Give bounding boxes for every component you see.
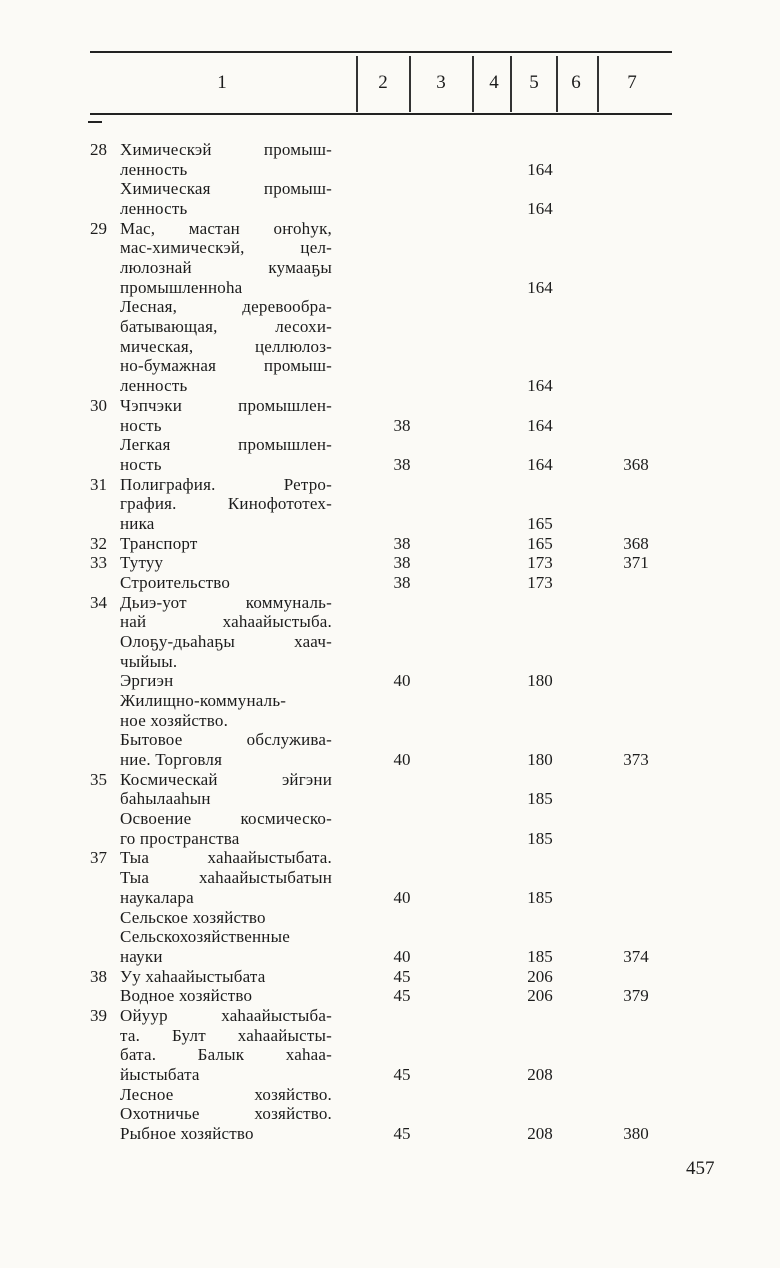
table-line	[0, 1026, 780, 1046]
entry-text: Ойуур хаһаайыстыба-	[120, 1005, 332, 1025]
entry-text: графия. Кинофототех-	[120, 494, 332, 514]
table-line	[0, 888, 780, 908]
table-line	[0, 671, 780, 691]
column-divider	[597, 56, 599, 112]
entry-number: 29	[90, 218, 107, 238]
col-5-page: 173	[527, 553, 553, 573]
col-2-page: 40	[393, 887, 411, 907]
entry-text: Освоение космическо-	[120, 809, 332, 829]
col-2-page: 45	[393, 966, 411, 986]
entry-text: Химическэй промыш-	[120, 140, 332, 159]
column-divider	[409, 56, 411, 112]
entry-number: 32	[90, 533, 107, 553]
table-line	[0, 612, 780, 632]
col-2-page: 45	[393, 986, 411, 1006]
entry-text: Строительство	[120, 572, 231, 592]
table-line	[0, 297, 780, 317]
entry-text: Легкая промышлен-	[120, 435, 332, 455]
entry-text: Уу хаһаайыстыбата	[120, 966, 266, 986]
entry-text: люлознай кумааҕы	[120, 258, 332, 278]
entry-text: Водное хозяйство	[120, 986, 253, 1006]
entry-number: 35	[90, 769, 107, 789]
table-line	[0, 908, 780, 928]
table-line	[0, 770, 780, 790]
col-7-page: 371	[623, 553, 649, 573]
table-line	[0, 1045, 780, 1065]
entry-text: мическая, целлюлоз-	[120, 336, 332, 356]
table-line	[0, 317, 780, 337]
table-line	[0, 1085, 780, 1105]
entry-number: 34	[90, 592, 107, 612]
column-divider	[356, 56, 358, 112]
entry-text: ное хозяйство.	[120, 710, 229, 730]
col-2-page: 38	[393, 553, 411, 573]
entry-text: Олоҕу-дьаһаҕы хаач-	[120, 632, 332, 651]
header-top-rule	[90, 51, 672, 53]
entry-number: 30	[90, 395, 107, 415]
entry-number: 37	[90, 848, 107, 868]
col-5-page: 185	[527, 946, 553, 966]
table-line	[0, 573, 780, 593]
entry-text: ленность	[120, 376, 188, 396]
col-5-page: 164	[527, 415, 553, 435]
table-line	[0, 947, 780, 967]
entry-text: Полиграфия. Ретро-	[120, 474, 332, 494]
entry-text: промышленноһа	[120, 277, 243, 297]
entry-text: науки	[120, 946, 163, 966]
entry-text: Мас, мастан оҥоһук,	[120, 218, 332, 238]
table-line	[0, 160, 780, 180]
entry-text: наукалара	[120, 887, 194, 907]
col-5-page: 180	[527, 750, 553, 770]
col-2-page: 38	[393, 454, 411, 474]
entry-text: батывающая, лесохи-	[120, 317, 332, 337]
col-7-page: 368	[623, 454, 649, 474]
col-2-page: 45	[393, 1064, 411, 1084]
table-line	[0, 652, 780, 672]
table-line	[0, 514, 780, 534]
table-line	[0, 396, 780, 416]
table-line	[0, 927, 780, 947]
col-5-page: 164	[527, 454, 553, 474]
entry-number: 31	[90, 474, 107, 494]
entry-text: Сельскохозяйственные	[120, 927, 290, 947]
table-line	[0, 691, 780, 711]
entry-text: Бытовое обслужива-	[120, 730, 332, 750]
col-2-page: 38	[393, 572, 411, 592]
header-col-1: 1	[217, 72, 227, 93]
entry-text: ность	[120, 415, 162, 435]
header-bottom-rule	[90, 113, 672, 115]
entry-text: ленность	[120, 199, 188, 219]
col-7-page: 379	[623, 986, 649, 1006]
table-line	[0, 809, 780, 829]
entry-text: Рыбное хозяйство	[120, 1124, 254, 1143]
entry-number: 28	[90, 140, 107, 159]
entry-text: та. Булт хаһаайысты-	[120, 1025, 332, 1045]
col-2-page: 45	[393, 1124, 411, 1143]
table-line	[0, 1104, 780, 1124]
table-line	[0, 258, 780, 278]
table-line	[0, 848, 780, 868]
col-5-page: 185	[527, 887, 553, 907]
table-line	[0, 868, 780, 888]
col-7-page: 373	[623, 750, 649, 770]
rule-tick	[88, 121, 102, 123]
entry-text: бата. Балык хаһаа-	[120, 1045, 332, 1065]
column-divider	[510, 56, 512, 112]
header-col-6: 6	[571, 72, 581, 93]
entry-text: но-бумажная промыш-	[120, 356, 332, 376]
entry-number: 33	[90, 553, 107, 573]
entry-text: чыйыы.	[120, 651, 178, 671]
table-line	[0, 356, 780, 376]
entry-text: Химическая промыш-	[120, 179, 332, 199]
entry-text: ние. Торговля	[120, 750, 223, 770]
column-divider	[472, 56, 474, 112]
col-7-page: 374	[623, 946, 649, 966]
entry-text: Тыа хаһаайыстыбатын	[120, 868, 332, 888]
page-number: 457	[686, 1158, 715, 1179]
table-line	[0, 534, 780, 554]
table-line	[0, 1065, 780, 1085]
col-5-page: 165	[527, 513, 553, 533]
col-2-page: 40	[393, 671, 411, 691]
header-col-7: 7	[627, 72, 637, 93]
entry-text: Жилищно-коммуналь-	[120, 691, 287, 711]
col-2-page: 38	[393, 415, 411, 435]
entry-text: ность	[120, 454, 162, 474]
table-line	[0, 632, 780, 652]
col-5-page: 206	[527, 966, 553, 986]
entry-text: Сельское хозяйство	[120, 907, 266, 927]
table-line	[0, 179, 780, 199]
table-line	[0, 238, 780, 258]
col-2-page: 40	[393, 750, 411, 770]
header-col-2: 2	[378, 72, 388, 93]
table-line	[0, 1124, 780, 1144]
entry-text: го пространства	[120, 828, 240, 848]
table-line	[0, 1006, 780, 1026]
table-line	[0, 494, 780, 514]
table-line	[0, 140, 780, 160]
col-5-page: 185	[527, 828, 553, 848]
entry-text: мас-химическэй, цел-	[120, 238, 332, 258]
entry-text: Чэпчэки промышлен-	[120, 395, 332, 415]
entry-text: Эргиэн	[120, 671, 174, 691]
table-line	[0, 986, 780, 1006]
table-line	[0, 278, 780, 298]
table-line	[0, 416, 780, 436]
table-line	[0, 475, 780, 495]
table-line	[0, 376, 780, 396]
table-line	[0, 199, 780, 219]
table-line	[0, 789, 780, 809]
entry-text: Лесная, деревообра-	[120, 297, 332, 317]
table-line	[0, 435, 780, 455]
table-line	[0, 711, 780, 731]
table-line	[0, 337, 780, 357]
table-line	[0, 730, 780, 750]
column-divider	[556, 56, 558, 112]
table-line	[0, 455, 780, 475]
header-col-3: 3	[436, 72, 446, 93]
table-line	[0, 967, 780, 987]
col-5-page: 206	[527, 986, 553, 1006]
entry-text: Транспорт	[120, 533, 198, 553]
col-5-page: 164	[527, 159, 553, 179]
col-5-page: 208	[527, 1064, 553, 1084]
entry-number: 38	[90, 966, 107, 986]
entry-text: Тутуу	[120, 553, 164, 573]
entry-text: Лесное хозяйство.	[120, 1084, 332, 1104]
col-5-page: 180	[527, 671, 553, 691]
col-7-page: 368	[623, 533, 649, 553]
col-5-page: 173	[527, 572, 553, 592]
col-5-page: 208	[527, 1124, 553, 1143]
col-2-page: 38	[393, 533, 411, 553]
entry-text: ленность	[120, 159, 188, 179]
entry-text: Тыа хаһаайыстыбата.	[120, 848, 332, 868]
entry-text: Космическай эйгэни	[120, 769, 332, 789]
col-2-page: 40	[393, 946, 411, 966]
entry-text: баһылааһын	[120, 789, 211, 809]
col-5-page: 164	[527, 376, 553, 396]
col-7-page: 380	[623, 1124, 649, 1143]
col-5-page: 165	[527, 533, 553, 553]
entry-text: йыстыбата	[120, 1064, 200, 1084]
col-5-page: 164	[527, 277, 553, 297]
entry-text: ника	[120, 513, 155, 533]
table-line	[0, 553, 780, 573]
table-line	[0, 750, 780, 770]
entry-number: 39	[90, 1005, 107, 1025]
table-line	[0, 219, 780, 239]
table-line	[0, 593, 780, 613]
entry-text: Дьиэ-уот коммуналь-	[120, 592, 332, 612]
col-5-page: 185	[527, 789, 553, 809]
header-col-4: 4	[489, 72, 499, 93]
header-col-5: 5	[529, 72, 539, 93]
entry-text: най хаһаайыстыба.	[120, 612, 332, 632]
entry-text: Охотничье хозяйство.	[120, 1104, 332, 1124]
col-5-page: 164	[527, 199, 553, 219]
table-line	[0, 829, 780, 849]
